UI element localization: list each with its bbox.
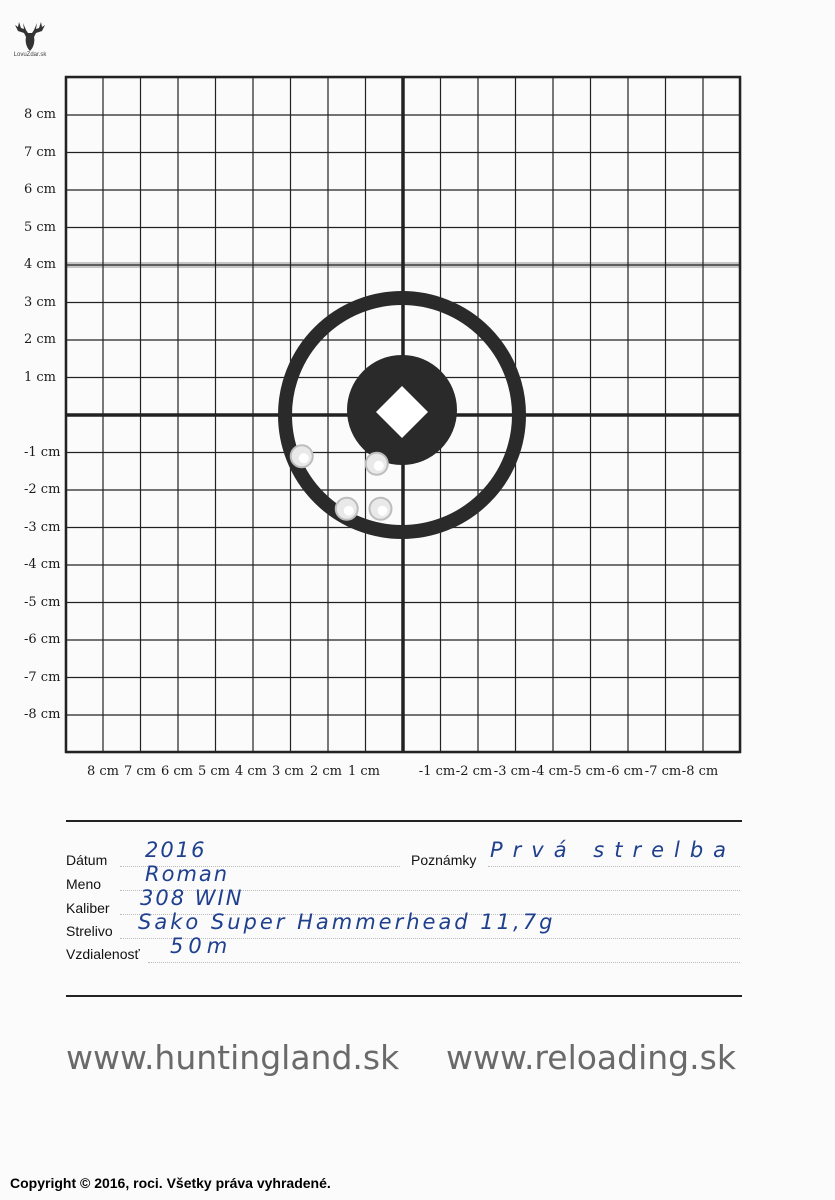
y-axis-label: 4 cm: [24, 257, 57, 272]
x-axis-label: 2 cm: [309, 764, 342, 779]
y-axis-label: 1 cm: [24, 369, 57, 385]
x-axis-label: -7 cm: [644, 764, 682, 779]
x-axis-label: 3 cm: [271, 764, 304, 779]
shot-hole-glint: [344, 506, 354, 516]
datum-value: 2016: [145, 838, 207, 862]
poznamky-label: Poznámky: [411, 852, 477, 868]
vzdialenost-dotted-line: [148, 962, 740, 963]
y-axis-label: -7 cm: [24, 669, 61, 685]
meno-label: Meno: [66, 876, 102, 892]
y-axis-label: 2 cm: [24, 332, 57, 347]
y-axis-label: 8 cm: [24, 107, 57, 122]
shot-hole-glint: [374, 461, 384, 471]
x-axis-label: 1 cm: [347, 764, 380, 779]
copyright-text: Copyright © 2016, roci. Všetky práva vyhradené.: [10, 1175, 331, 1191]
y-axis-label: 6 cm: [24, 182, 57, 197]
form-bottom-rule: [66, 995, 742, 997]
y-axis-label: -3 cm: [24, 519, 61, 535]
x-axis-label: -5 cm: [568, 764, 606, 779]
y-axis-label: -4 cm: [24, 557, 61, 572]
x-axis-label: -6 cm: [606, 764, 644, 779]
form-top-rule: [66, 820, 742, 822]
y-axis-label: -6 cm: [24, 632, 61, 647]
url-huntingland: www.huntingland.sk: [66, 1038, 400, 1077]
strelivo-label: Strelivo: [66, 923, 113, 939]
y-axis-label: 3 cm: [24, 294, 57, 310]
logo-text: LovuZdar.sk: [13, 52, 47, 58]
x-axis-label: -8 cm: [681, 764, 719, 779]
meno-value: Roman: [145, 862, 230, 886]
x-axis-label: 4 cm: [234, 764, 267, 779]
datum-label: Dátum: [66, 852, 108, 868]
x-axis-label: -3 cm: [493, 764, 531, 779]
y-axis-label: 7 cm: [24, 144, 57, 160]
vzdialenost-value: 50m: [170, 934, 233, 958]
kaliber-label: Kaliber: [66, 900, 110, 916]
y-axis-label: -1 cm: [24, 444, 61, 460]
y-axis-label: -2 cm: [24, 482, 61, 497]
poznamky-value: Prvá strelba: [490, 838, 737, 862]
x-axis-label: 5 cm: [197, 764, 230, 779]
shot-hole-glint: [378, 506, 388, 516]
x-axis-label: -1 cm: [418, 764, 456, 779]
x-axis-label: 7 cm: [123, 764, 156, 779]
strelivo-value: Sako Super Hammerhead 11,7g: [138, 910, 556, 934]
poznamky-dotted-line: [488, 866, 740, 867]
kaliber-value: 308 WIN: [140, 886, 244, 910]
x-axis-label: 8 cm: [86, 764, 119, 779]
url-reloading: www.reloading.sk: [446, 1038, 736, 1077]
x-axis-label: -2 cm: [455, 764, 493, 779]
vzdialenost-label: Vzdialenosť: [66, 946, 140, 962]
x-axis-label: -4 cm: [531, 764, 569, 779]
y-axis-label: -5 cm: [24, 594, 61, 610]
y-axis-label: -8 cm: [24, 707, 61, 722]
y-axis-label: 5 cm: [24, 219, 57, 235]
x-axis-label: 6 cm: [160, 764, 193, 779]
shot-hole-glint: [299, 453, 309, 463]
